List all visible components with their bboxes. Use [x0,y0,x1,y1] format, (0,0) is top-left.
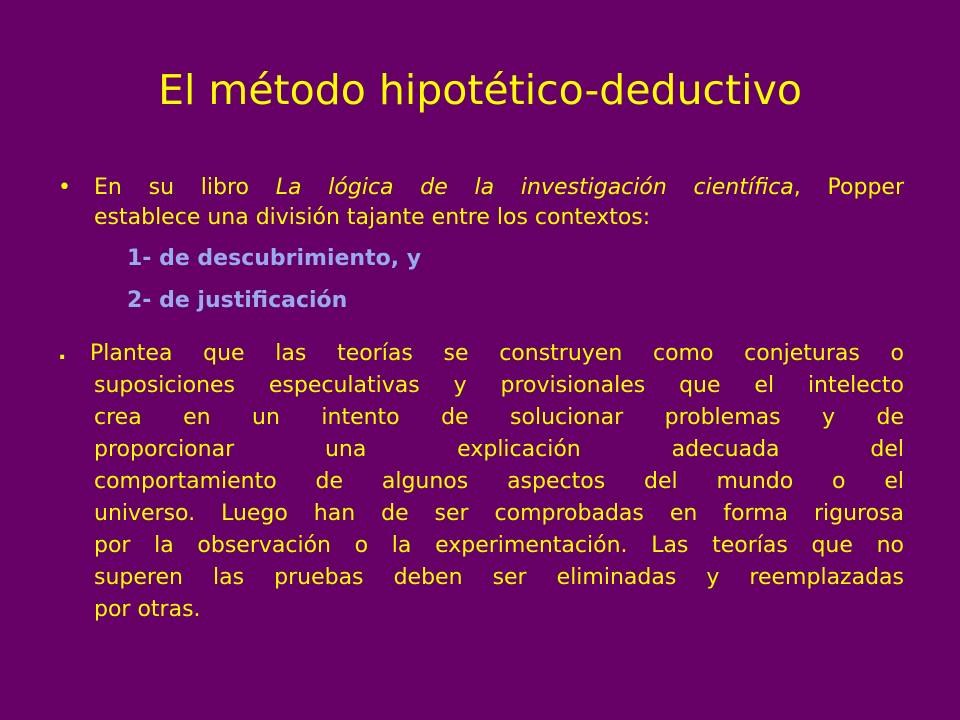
context-item-discovery: 1- de descubrimiento, y [127,246,422,271]
bullet-line-1 [94,173,904,203]
paragraph-line: proporcionar una explicación adecuada del [94,437,904,462]
paragraph-marker: . [58,340,67,365]
context-item-justification: 2- de justificación [127,288,348,313]
paragraph-line: por otras. [94,597,201,622]
bullet-line-2: establece una división tajante entre los contextos: [94,205,651,230]
bullet-marker: • [58,175,71,200]
book-title: La lógica de la investigación científica [275,175,794,200]
paragraph-line: suposiciones especulativas y provisionales que el intelecto [94,373,904,398]
paragraph-line: comportamiento de algunos aspectos del mundo o el [94,469,904,494]
bullet-text [94,173,904,233]
paragraph-line: superen las pruebas deben ser eliminadas y reemplazadas [94,565,904,590]
paragraph-line: crea en un intento de solucionar problemas y de [94,405,904,430]
paragraph-body [94,370,904,626]
slide-title: El método hipotético-deductivo [158,66,802,114]
paragraph-line: Plantea que las teorías se construyen como conjeturas o [90,341,904,366]
bullet-line-1-suffix: , Popper [793,175,904,200]
bullet-line-1-prefix: En su libro [94,175,276,200]
paragraph-line: universo. Luego han de ser comprobadas en forma rigurosa [94,501,904,526]
paragraph-line: por la observación o la experimentación. Las teorías que no [94,533,904,558]
paragraph-first-line [90,338,904,370]
